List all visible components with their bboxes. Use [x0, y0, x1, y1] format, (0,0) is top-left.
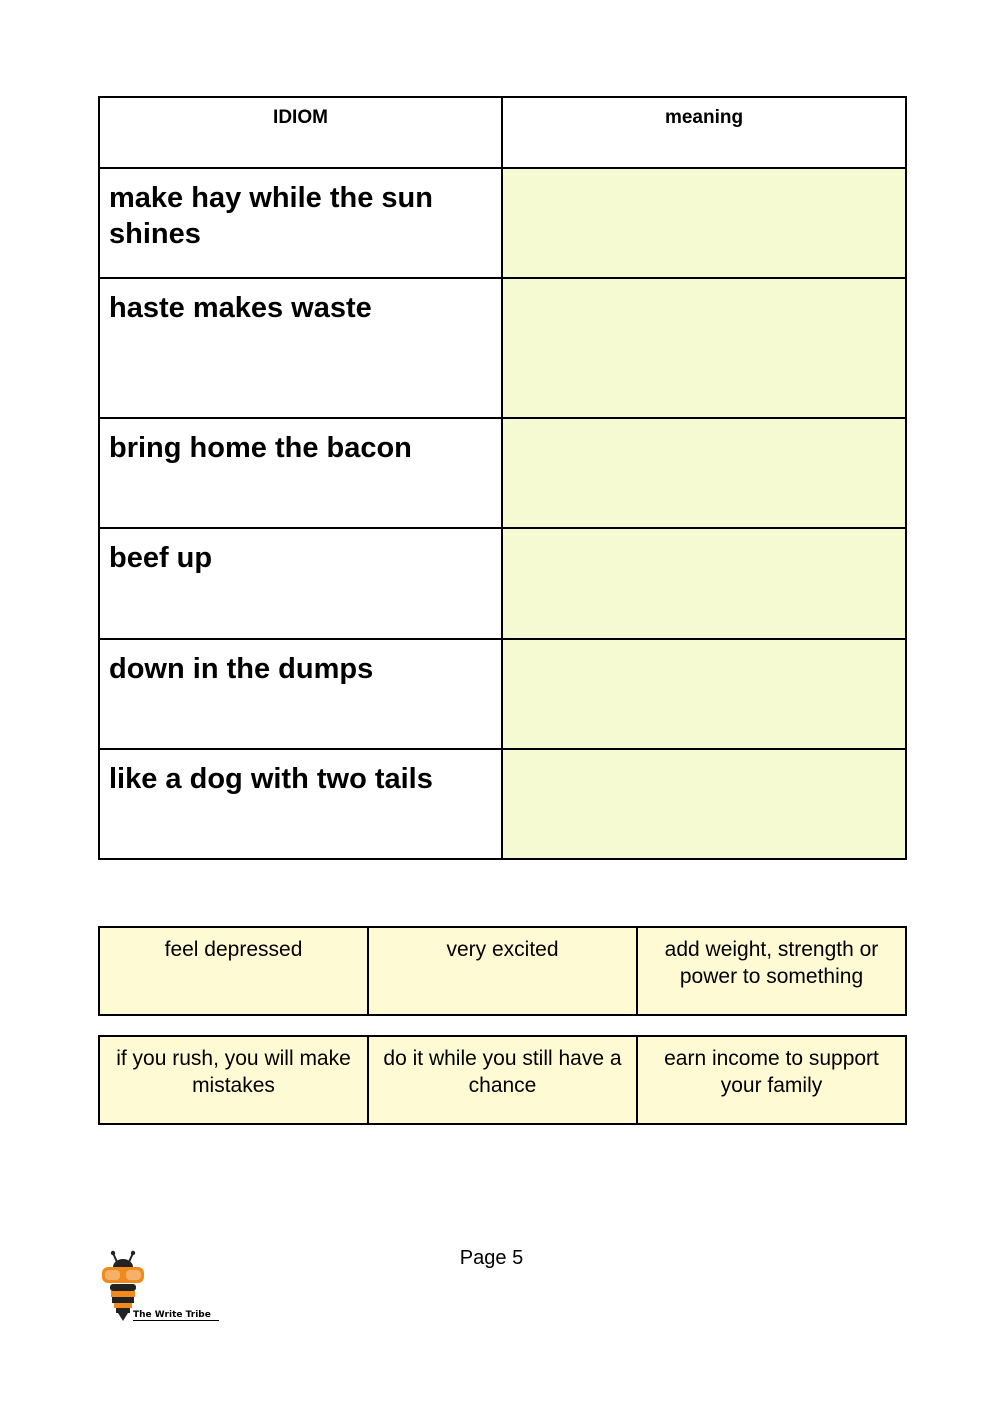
answer-option-card[interactable]: very excited — [368, 927, 637, 1015]
idiom-cell: haste makes waste — [99, 278, 502, 418]
table-row — [99, 528, 906, 639]
idiom-matching-table — [98, 96, 907, 860]
answer-option-card[interactable]: add weight, strength or power to something — [637, 927, 906, 1015]
table-header-row — [99, 97, 906, 168]
table-row — [99, 418, 906, 528]
table-row — [99, 749, 906, 859]
answer-options-row-2 — [98, 1035, 907, 1125]
idiom-cell: beef up — [99, 528, 502, 639]
meaning-drop-zone[interactable] — [502, 749, 906, 859]
logo-text: The Write Tribe — [133, 1310, 219, 1321]
answer-option-card[interactable]: feel depressed — [99, 927, 368, 1015]
table-row — [99, 278, 906, 418]
meaning-drop-zone[interactable] — [502, 639, 906, 749]
table-row — [99, 639, 906, 749]
meaning-column-header: meaning — [502, 97, 906, 168]
idiom-cell: make hay while the sun shines — [99, 168, 502, 278]
meaning-drop-zone[interactable] — [502, 418, 906, 528]
meaning-drop-zone[interactable] — [502, 278, 906, 418]
idiom-cell: bring home the bacon — [99, 418, 502, 528]
answer-option-card[interactable]: do it while you still have a chance — [368, 1036, 637, 1124]
idiom-column-header: IDIOM — [99, 97, 502, 168]
page-number: Page 5 — [459, 1247, 524, 1269]
table-row — [99, 168, 906, 278]
answer-option-card[interactable]: earn income to support your family — [637, 1036, 906, 1124]
meaning-drop-zone[interactable] — [502, 528, 906, 639]
idiom-cell: down in the dumps — [99, 639, 502, 749]
answer-options-row-1 — [98, 926, 907, 1016]
meaning-drop-zone[interactable] — [502, 168, 906, 278]
answer-option-card[interactable]: if you rush, you will make mistakes — [99, 1036, 368, 1124]
idiom-cell: like a dog with two tails — [99, 749, 502, 859]
